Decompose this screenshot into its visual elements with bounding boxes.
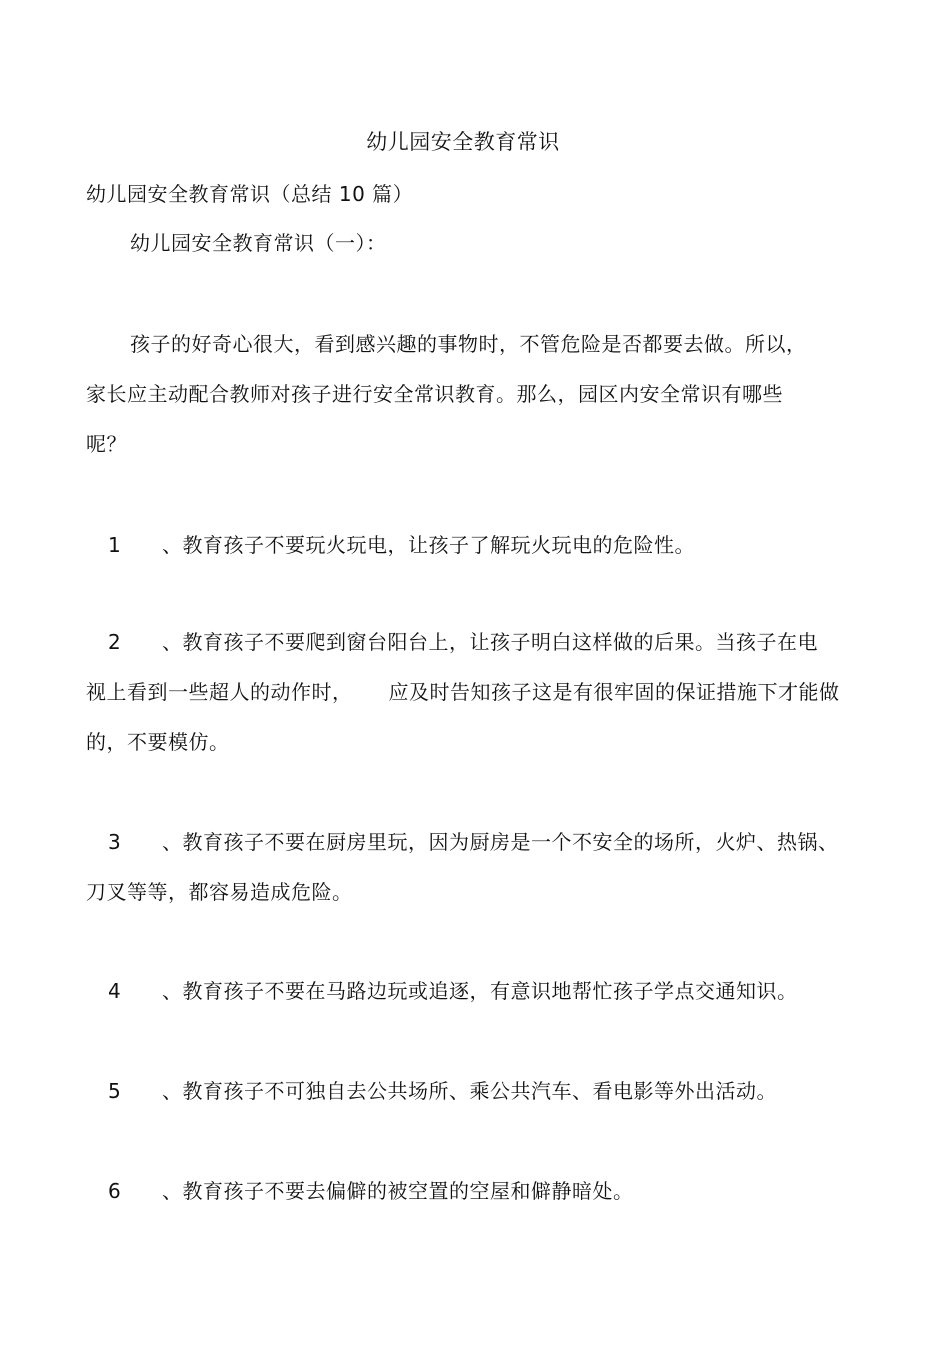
list-item-text: 、教育孩子不可独自去公共场所、乘公共汽车、看电影等外出活动。 [162, 1079, 777, 1103]
paragraph-line: 家长应主动配合教师对孩子进行安全常识教育。那么，园区内安全常识有哪些 [86, 382, 783, 406]
list-item-text: 视上看到一些超人的动作时， [86, 680, 353, 704]
list-item-line [108, 977, 798, 1005]
section-heading: 幼儿园安全教育常识（一）： [130, 231, 387, 255]
list-item-text: 、教育孩子不要爬到窗台阳台上，让孩子明白这样做的后果。当孩子在电 [162, 630, 818, 654]
list-item-text: 应及时告知孩子这是有很牢固的保证措施下才能做 [388, 680, 840, 704]
list-item-number: 3 [108, 830, 122, 854]
list-item-line [108, 1077, 777, 1105]
document-title: 幼儿园安全教育常识 [366, 130, 560, 154]
list-item-line [108, 828, 839, 856]
list-item-line [108, 531, 695, 559]
list-item-text: 、教育孩子不要在厨房里玩，因为厨房是一个不安全的场所，火炉、热锅、 [162, 830, 839, 854]
list-item-line: 的，不要模仿。 [86, 730, 230, 754]
list-item-line [108, 628, 818, 656]
list-item-line: 刀叉等等，都容易造成危险。 [86, 880, 353, 904]
list-item-number: 1 [108, 533, 122, 557]
paragraph-line: 孩子的好奇心很大，看到感兴趣的事物时，不管危险是否都要去做。所以， [130, 332, 807, 356]
paragraph-line: 呢？ [86, 432, 127, 456]
document-subtitle: 幼儿园安全教育常识（总结 10 篇） [86, 182, 414, 206]
list-item-number: 2 [108, 630, 122, 654]
list-item-number: 6 [108, 1179, 122, 1203]
list-item-line [108, 1177, 634, 1205]
list-item-text: 、教育孩子不要在马路边玩或追逐，有意识地帮忙孩子学点交通知识。 [162, 979, 798, 1003]
list-item-number: 4 [108, 979, 122, 1003]
list-item-text: 、教育孩子不要玩火玩电，让孩子了解玩火玩电的危险性。 [162, 533, 695, 557]
list-item-text: 、教育孩子不要去偏僻的被空置的空屋和僻静暗处。 [162, 1179, 634, 1203]
list-item-line [86, 678, 840, 706]
list-item-number: 5 [108, 1079, 122, 1103]
